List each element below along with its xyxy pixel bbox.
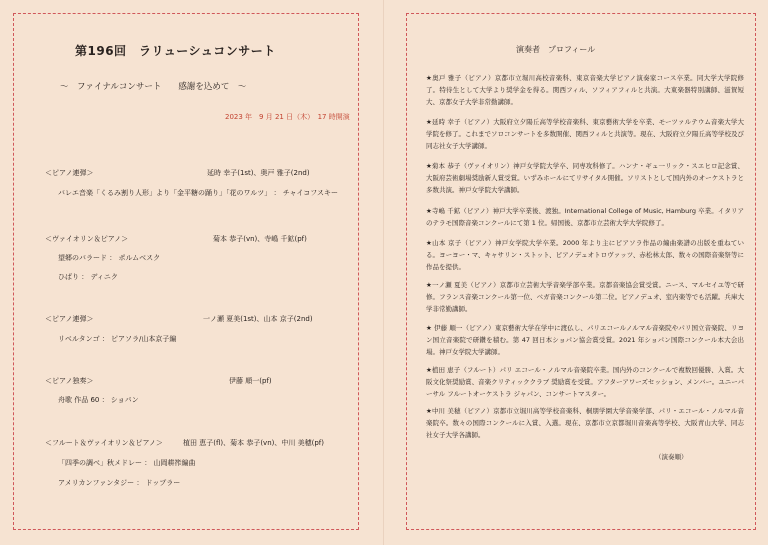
piece-item: リベルタンゴ ： ピアソラ/山本京子編: [58, 335, 177, 343]
piece-item: バレエ音楽「くるみ割り人形」より「金平糖の踊り」「花のワルツ」 ： チャイコフスキー: [58, 189, 338, 197]
section-performers: 伊藤 順一(pf): [229, 377, 272, 385]
piece-item: 「四季の調べ」秋メドレー ： 山岡耕筰編曲: [58, 459, 196, 467]
performance-order-note: （演奏順）: [655, 453, 688, 461]
performer-bio: ★延時 幸子（ピアノ）大阪府立夕陽丘高等学校音楽科、東京藝術大学を卒業、モーツァルテウム音楽大学大学院を修了。これまでソロコンサートを多数開催、関西フィルと共演等。現在、大阪府立夕陽丘高等学校及び同志社女子大学講師。: [426, 118, 744, 150]
performer-bio: ★植田 恵子（フルート）パリ エコール・ノルマル音楽院卒業。国内外のコンクールで複数回優勝、入賞。大阪文化祭奨励賞、音楽クリティッククラブ 奨励賞を受賞。アフターアワーズセッション、メンバー。ユニーバーサル フルートオーケストラ ジャパン、コンサートマスター。: [426, 366, 744, 398]
section-performers: 延時 幸子(1st)、奥戸 雅子(2nd): [207, 169, 310, 177]
piece-item: アメリカンファンタジー ： ドップラー: [58, 479, 181, 487]
concert-subtitle: ～ ファイナルコンサート 感謝を込めて ～: [60, 82, 247, 92]
section-heading: ＜ピアノ独奏＞: [45, 377, 94, 385]
section-heading: ＜フルート＆ヴァイオリン＆ピアノ＞: [45, 439, 163, 447]
section-heading: ＜ヴァイオリン＆ピアノ＞: [45, 235, 129, 243]
performer-bio: ★一ノ瀬 夏美（ピアノ）京都市立芸術大学音楽学部卒業。京都音楽協会賞受賞。ニース、マルセイユ等で研修。フランス音楽コンクール第一位、ベガ音楽コンクール第二位。ピアノデュオ、室内楽等でも活躍。兵庫大学非常勤講師。: [426, 281, 744, 313]
section-performers: 菊本 恭子(vn)、寺嶋 千鉱(pf): [213, 235, 307, 243]
profile-title: 演奏者 プロフィール: [516, 45, 596, 54]
performer-bio: ★奥戸 雅子（ピアノ）京都市立堀川高校音楽科、東京音楽大学ピアノ演奏家コース卒業。同大学大学院修了。特待生として大学より奨学金を得る。関西フィル、ソフィアフィルと共演。大東楽器特別講師、滋賀短大、京都女子大学非常勤講師。: [426, 74, 744, 106]
piece-item: 望郷のバラード ： ポルムベスク: [58, 254, 161, 262]
piece-item: 舟歌 作品 60 ： ショパン: [58, 396, 139, 404]
performer-bio: ★寺嶋 千鉱（ピアノ）神戸大学卒業後、渡独。International College of Music, Hamburg 卒業。イタリアのテラモ国際音楽コンクールにて第 1 位。帰国後、京都市立芸術大学大学院修了。: [426, 207, 744, 227]
performer-bio: ★ 伊藤 順一（ピアノ）東京藝術大学在学中に渡仏し、パリエコールノルマル音楽院やパリ国立音楽院、リヨン国立音楽院で研鑽を積む。第 47 回日本ショパン協会賞受賞。2021 年ショパン国際コンクール本大会出場。神戸女学院大学講師。: [426, 324, 744, 356]
section-performers: 植田 恵子(fl)、菊本 恭子(vn)、中川 美穂(pf): [183, 439, 324, 447]
piece-item: ひばり ： ディニク: [58, 273, 118, 281]
section-heading: ＜ピアノ連弾＞: [45, 169, 94, 177]
performer-bio: ★菊本 恭子（ヴァイオリン）神戸女学院大学卒、同専攻科修了。ハンナ・ギュ一リック・スエヒロ記念賞、大阪府芸術劇場奨励新人賞受賞。いずみホールにてリサイタル開催。ソリストとして国内外のオーケストラと多数共演。神戸女学院大学講師。: [426, 162, 744, 194]
concert-date: 2023 年 9 月 21 日（木） 17 時開演: [225, 113, 350, 121]
performer-bio: ★中川 美穂（ピアノ）京都市立堀川高等学校音楽科、桐朋学園大学音楽学部、パリ・エコール・ノルマル音楽院卒。数々の国際コンクールに入賞、入選。現在、京都市立京都堀川音楽高等学校、大阪青山大学、同志社女子大学各講師。: [426, 407, 744, 439]
concert-title: 第196回 ラリューシュコンサート: [75, 44, 276, 58]
performer-bio: ★山本 京子（ピアノ）神戸女学院大学卒業。2000 年より主にピアソラ作品の編曲楽譜の出版を重ねている。ヨーヨー・マ、キャサリン・ストット、ピアノデュオトロヴァッツ、赤松林太郎、数々の国際音楽祭等に作品を提供。: [426, 239, 744, 271]
section-heading: ＜ピアノ連弾＞: [45, 315, 94, 323]
page-fold: [383, 0, 384, 545]
section-performers: 一ノ瀬 夏美(1st)、山本 京子(2nd): [203, 315, 313, 323]
